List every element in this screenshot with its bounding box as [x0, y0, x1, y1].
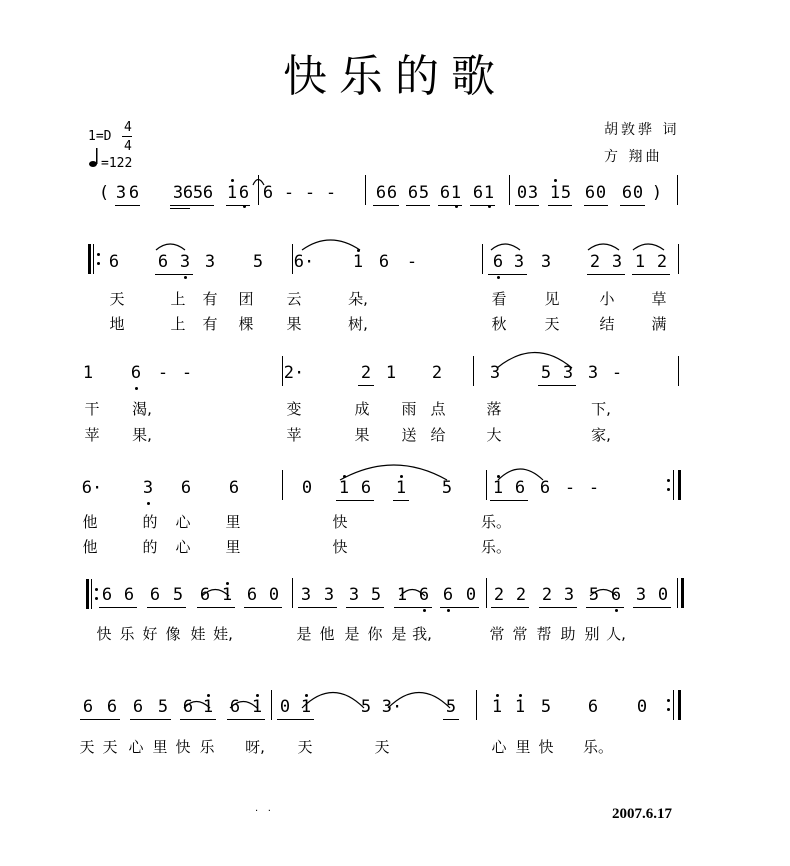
- time-signature-bottom: 4: [124, 139, 132, 154]
- note: 6: [439, 183, 451, 203]
- note: 1: [634, 252, 646, 272]
- note: 5: [360, 697, 372, 717]
- slur: [491, 244, 520, 250]
- note: -: [611, 363, 623, 383]
- note: 3: [115, 183, 127, 203]
- lyric: 心: [491, 738, 507, 756]
- note: 1: [483, 183, 495, 203]
- note: 3·: [381, 697, 403, 717]
- note: 6: [108, 252, 120, 272]
- note: 1: [226, 183, 238, 203]
- note: 3: [489, 363, 501, 383]
- note: -: [564, 478, 576, 498]
- lyric: 树,: [348, 315, 368, 333]
- lyric: 里: [152, 738, 168, 756]
- note: 6: [246, 585, 258, 605]
- note: 6: [202, 183, 214, 203]
- note: 2: [656, 252, 668, 272]
- intro-close-paren: ): [651, 183, 663, 203]
- lyric: 朵,: [348, 290, 368, 308]
- note: 5: [445, 697, 457, 717]
- lyric: 是: [296, 625, 312, 643]
- lyric: 棵: [238, 315, 254, 333]
- note: 1: [549, 183, 561, 203]
- note: 6: [587, 697, 599, 717]
- note: 0: [279, 697, 291, 717]
- note: 1: [221, 585, 233, 605]
- note: 6: [229, 697, 241, 717]
- note: 1: [395, 478, 407, 498]
- note: 1: [385, 363, 397, 383]
- slur: [588, 244, 619, 250]
- lyric: 有: [202, 315, 218, 333]
- note: 3: [179, 252, 191, 272]
- lyric: 帮: [536, 625, 552, 643]
- note: 6: [82, 697, 94, 717]
- lyric: 心: [175, 513, 191, 531]
- note: 2: [515, 585, 527, 605]
- lyric: 乐。: [480, 513, 512, 531]
- note: 6: [199, 585, 211, 605]
- note: 2: [493, 585, 505, 605]
- slur: [302, 240, 360, 250]
- note: 3: [611, 252, 623, 272]
- slur: [302, 693, 364, 709]
- note: 6: [149, 585, 161, 605]
- note: -: [325, 183, 337, 203]
- note: 6: [262, 183, 274, 203]
- lyric: 快: [332, 538, 348, 556]
- note: -: [283, 183, 295, 203]
- lyric: 心: [175, 538, 191, 556]
- note: 6: [492, 252, 504, 272]
- lyric: 娃: [190, 625, 206, 643]
- note: 3: [563, 585, 575, 605]
- note: 3: [348, 585, 360, 605]
- tempo-marking: =122: [101, 156, 133, 171]
- note: 5: [540, 363, 552, 383]
- note: 0: [516, 183, 528, 203]
- note: 1: [514, 697, 526, 717]
- lyric: 秋: [491, 315, 507, 333]
- note: 2·: [283, 363, 305, 383]
- lyric: 天: [109, 290, 125, 308]
- note: 6: [123, 585, 135, 605]
- note: 3: [562, 363, 574, 383]
- lyric: 给: [430, 426, 446, 444]
- note: 0: [632, 183, 644, 203]
- note: 1: [82, 363, 94, 383]
- note: 5: [441, 478, 453, 498]
- note: 6: [375, 183, 387, 203]
- note: 6: [407, 183, 419, 203]
- lyric: 上: [170, 290, 186, 308]
- note: 1: [338, 478, 350, 498]
- note: 6: [182, 697, 194, 717]
- lyric: 心: [128, 738, 144, 756]
- footer-mark: · ·: [255, 806, 271, 817]
- lyric: 渴,: [132, 400, 152, 418]
- note: 2: [589, 252, 601, 272]
- slur: [340, 465, 447, 480]
- note: 6: [180, 478, 192, 498]
- lyric: 满: [651, 315, 667, 333]
- lyric: 快: [175, 738, 191, 756]
- lyric: 快: [96, 625, 112, 643]
- note: 0: [657, 585, 669, 605]
- note: 6: [238, 183, 250, 203]
- note: 6: [514, 478, 526, 498]
- note: 3: [587, 363, 599, 383]
- note: -: [406, 252, 418, 272]
- note: 3: [527, 183, 539, 203]
- lyric: 点: [430, 400, 446, 418]
- slur: [633, 244, 664, 250]
- note: 3: [142, 478, 154, 498]
- note: 6: [539, 478, 551, 498]
- note: 1: [491, 697, 503, 717]
- lyric: 他: [82, 538, 98, 556]
- lyric: 常: [512, 625, 528, 643]
- lyric: 大: [486, 426, 502, 444]
- lyric: 果: [354, 426, 370, 444]
- note: 3: [172, 183, 184, 203]
- note: 5: [560, 183, 572, 203]
- note: 6: [621, 183, 633, 203]
- note: 6: [157, 252, 169, 272]
- lyric: 的: [142, 513, 158, 531]
- note: 6: [418, 585, 430, 605]
- slur: [590, 590, 617, 597]
- slur: [156, 244, 185, 250]
- note: 1: [300, 697, 312, 717]
- note: 6: [182, 183, 194, 203]
- note: 5: [172, 585, 184, 605]
- note: 6: [472, 183, 484, 203]
- lyric: 见: [544, 290, 560, 308]
- note: 6: [101, 585, 113, 605]
- note: 5: [157, 697, 169, 717]
- lyric: 常: [489, 625, 505, 643]
- note: 5: [540, 697, 552, 717]
- note: 3: [323, 585, 335, 605]
- lyric: 看: [491, 290, 507, 308]
- note: 1: [396, 585, 408, 605]
- key-signature: 1=D: [88, 129, 112, 144]
- lyric: 家,: [591, 426, 611, 444]
- lyric: 下,: [591, 400, 611, 418]
- lyric: 苹: [84, 426, 100, 444]
- lyric: 天: [102, 738, 118, 756]
- note: 6: [610, 585, 622, 605]
- note: 1: [450, 183, 462, 203]
- note: 3: [204, 252, 216, 272]
- note: 6·: [81, 478, 103, 498]
- note: 3: [635, 585, 647, 605]
- lyric: 助: [560, 625, 576, 643]
- note: -: [588, 478, 600, 498]
- slur: [400, 590, 425, 597]
- lyric: 像: [165, 625, 181, 643]
- lyric: 里: [515, 738, 531, 756]
- note: 6: [132, 697, 144, 717]
- lyric: 苹: [286, 426, 302, 444]
- note: 6: [378, 252, 390, 272]
- lyric: 乐。: [480, 538, 512, 556]
- composer-credit: 方 翔曲: [604, 149, 663, 165]
- lyric: 快: [538, 738, 554, 756]
- lyric: 雨: [401, 400, 417, 418]
- lyric: 娃,: [213, 625, 233, 643]
- slur: [184, 702, 210, 709]
- note: -: [157, 363, 169, 383]
- lyric: 乐。: [582, 738, 614, 756]
- lyric: 上: [170, 315, 186, 333]
- lyric: 云: [286, 290, 302, 308]
- lyric: 结: [599, 315, 615, 333]
- slur: [230, 702, 257, 709]
- note: 0: [595, 183, 607, 203]
- lyric: 天: [374, 738, 390, 756]
- note: 6: [442, 585, 454, 605]
- note: 2: [360, 363, 372, 383]
- tie: [253, 180, 264, 186]
- lyric: 团: [238, 290, 254, 308]
- note: 2: [431, 363, 443, 383]
- lyric: 你: [367, 625, 383, 643]
- lyric: 乐: [199, 738, 215, 756]
- lyric: 他: [319, 625, 335, 643]
- note: 3: [300, 585, 312, 605]
- lyricist-credit: 胡敦骅 词: [604, 122, 680, 138]
- lyric: 的: [142, 538, 158, 556]
- lyric: 好: [142, 625, 158, 643]
- lyric: 里: [225, 538, 241, 556]
- lyric: 快: [332, 513, 348, 531]
- lyric: 是: [344, 625, 360, 643]
- note: 0: [301, 478, 313, 498]
- lyric: 他: [82, 513, 98, 531]
- note: -: [181, 363, 193, 383]
- lyric: 呀,: [245, 738, 265, 756]
- lyric: 乐: [119, 625, 135, 643]
- note: 5: [418, 183, 430, 203]
- lyric: 草: [651, 290, 667, 308]
- date-stamp: 2007.6.17: [612, 806, 672, 822]
- lyric: 天: [79, 738, 95, 756]
- note: 3: [540, 252, 552, 272]
- note: 1: [251, 697, 263, 717]
- lyric: 变: [286, 400, 302, 418]
- note: 5: [588, 585, 600, 605]
- lyric: 是: [391, 625, 407, 643]
- lyric: 人,: [606, 625, 626, 643]
- note: 6: [128, 183, 140, 203]
- lyric: 里: [225, 513, 241, 531]
- note: 3: [513, 252, 525, 272]
- lyric: 成: [354, 400, 370, 418]
- note: 1: [492, 478, 504, 498]
- lyric: 天: [297, 738, 313, 756]
- slur: [497, 353, 572, 369]
- note: 6: [584, 183, 596, 203]
- song-title: 快乐的歌: [283, 51, 507, 102]
- time-signature-top: 4: [124, 120, 132, 135]
- lyric: 小: [599, 290, 615, 308]
- note: 6: [228, 478, 240, 498]
- note: 6·: [293, 252, 315, 272]
- note: 5: [370, 585, 382, 605]
- slur: [498, 469, 543, 480]
- lyric: 果: [286, 315, 302, 333]
- note: 0: [268, 585, 280, 605]
- lyric: 果,: [132, 426, 152, 444]
- note: 2: [541, 585, 553, 605]
- slur: [388, 693, 450, 709]
- lyric: 送: [401, 426, 417, 444]
- note: 6: [130, 363, 142, 383]
- note: 6: [106, 697, 118, 717]
- lyric: 干: [84, 400, 100, 418]
- lyric: 落: [486, 400, 502, 418]
- lyric: 别: [584, 625, 600, 643]
- lyric: 有: [202, 290, 218, 308]
- lyric: 地: [109, 315, 125, 333]
- slur: [202, 590, 229, 597]
- lyric: 天: [544, 315, 560, 333]
- note: 6: [360, 478, 372, 498]
- note: 1: [202, 697, 214, 717]
- lyric: 我,: [412, 625, 432, 643]
- note: 0: [636, 697, 648, 717]
- note: 6: [386, 183, 398, 203]
- note: -: [304, 183, 316, 203]
- note: 1: [352, 252, 364, 272]
- note: 5: [192, 183, 204, 203]
- note: 5: [252, 252, 264, 272]
- intro-open-paren: (: [98, 183, 110, 203]
- note: 0: [465, 585, 477, 605]
